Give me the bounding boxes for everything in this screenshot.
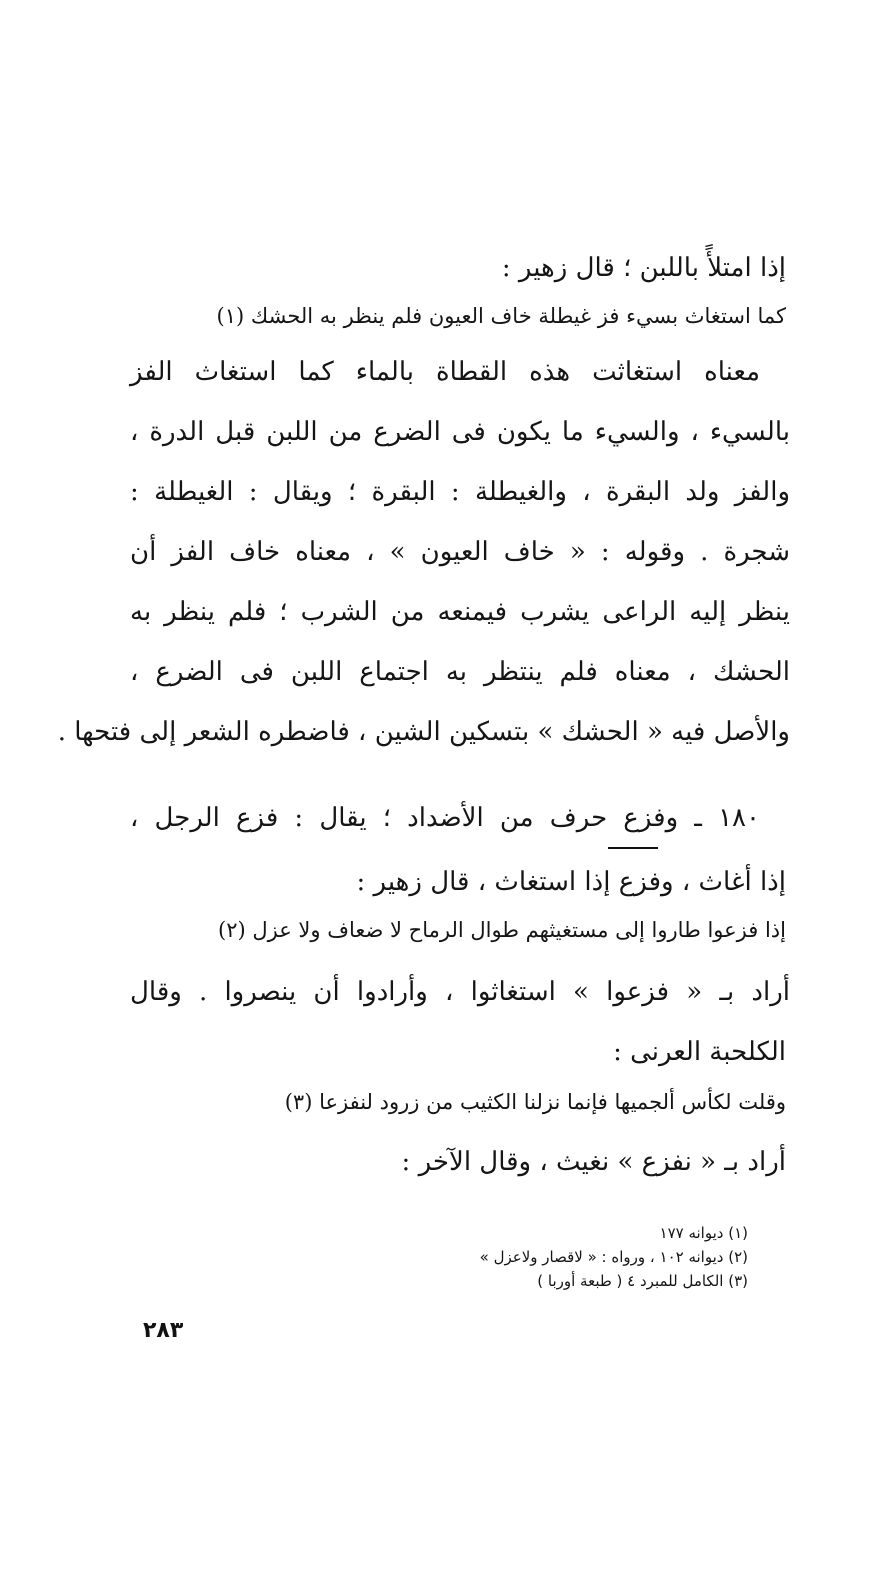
text-line: ينظر إليه الراعى يشرب فيمنعه من الشرب ؛ فلم ينظر به bbox=[130, 597, 790, 627]
text-line: أراد بـ « نفزع » نغيث ، وقال الآخر : bbox=[401, 1147, 786, 1177]
footnote: (٢) ديوانه ١٠٢ ، ورواه : « لاقصار ولاعزل » bbox=[479, 1248, 748, 1266]
poetry-verse: كما استغاث بسيء فز غيطلة خاف العيون فلم ينظر به الحشك (١) bbox=[216, 304, 786, 328]
text-line: الكلحبة العرنى : bbox=[613, 1037, 786, 1067]
text-line: أراد بـ « فزعوا » استغاثوا ، وأرادوا أن ينصروا . وقال bbox=[130, 977, 790, 1007]
text-line: إذا امتلأً باللبن ؛ قال زهير : bbox=[501, 253, 786, 283]
underline-mark bbox=[608, 847, 658, 849]
poetry-verse: وقلت لكأس ألجميها فإنما نزلنا الكثيب من زرود لنفزعا (٣) bbox=[284, 1090, 786, 1114]
section-heading-line: ١٨٠ ـ وفزع حرف من الأضداد ؛ يقال : فزع الرجل ، bbox=[130, 803, 760, 833]
text-line: الحشك ، معناه فلم ينتظر به اجتماع اللبن فى الضرع ، bbox=[130, 657, 790, 687]
poetry-verse: إذا فزعوا طاروا إلى مستغيثهم طوال الرماح لا ضعاف ولا عزل (٢) bbox=[218, 918, 786, 942]
footnote: (٣) الكامل للمبرد ٤ ( طبعة أوربا ) bbox=[537, 1272, 748, 1290]
text-line: والفز ولد البقرة ، والغيطلة : البقرة ؛ ويقال : الغيطلة : bbox=[130, 477, 790, 507]
text-line: شجرة . وقوله : « خاف العيون » ، معناه خاف الفز أن bbox=[130, 537, 790, 567]
text-line: معناه استغاثت هذه القطاة بالماء كما استغاث الفز bbox=[130, 357, 760, 387]
text-line: والأصل فيه « الحشك » بتسكين الشين ، فاضطره الشعر إلى فتحها . bbox=[57, 717, 790, 747]
text-line: إذا أغاث ، وفزع إذا استغاث ، قال زهير : bbox=[356, 867, 786, 897]
footnote: (١) ديوانه ١٧٧ bbox=[659, 1224, 748, 1242]
text-line: بالسيء ، والسيء ما يكون فى الضرع من اللبن قبل الدرة ، bbox=[130, 417, 790, 447]
page-number: ٢٨٣ bbox=[143, 1318, 184, 1343]
